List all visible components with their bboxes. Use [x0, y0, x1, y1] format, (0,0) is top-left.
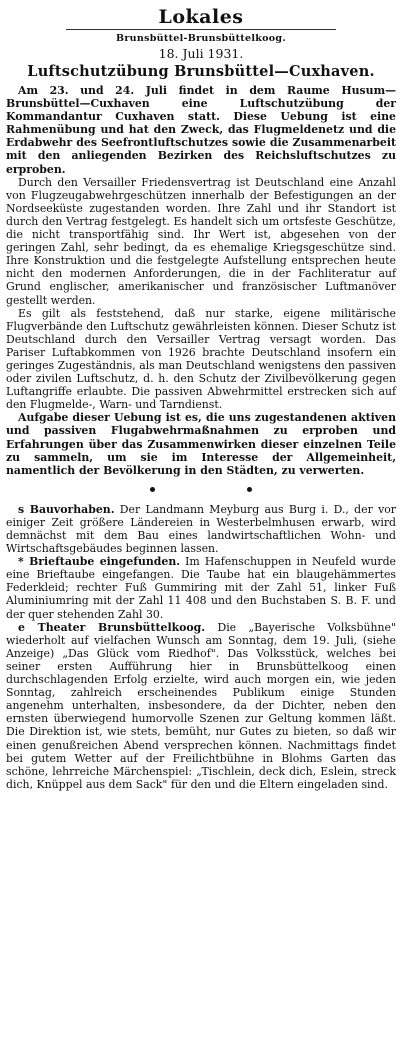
separator-dot	[247, 487, 252, 492]
article-paragraph: Aufgabe dieser Uebung ist es, die uns zugestandenen aktiven und passiven Flugabwehrmaßnahmen zu erproben und Erfahrungen über das Zusammenwirken dieser einzelnen Teile zu sammeln, um sie im Interesse der Allgemeinheit, namentlich der Bevölkerung in den Städten, zu verwerten.	[6, 411, 396, 477]
news-item-label: s Bauvorhaben.	[18, 502, 115, 516]
news-item-label: e Theater Brunsbüttelkoog.	[18, 620, 206, 634]
issue-date: 18. Juli 1931.	[158, 46, 244, 61]
title-rule	[66, 29, 336, 30]
section-separator	[6, 487, 396, 492]
news-item-text: Im Hafenschuppen in Neufeld wurde eine Brieftaube eingefangen. Die Taube hat ein blaugehämmertes Federkleid; rechter Fuß Gummiring mit der Zahl 51, linker Fuß Aluminiumring mit der Zahl 11 408 und den Buchstaben S. B. F. und der quer stehenden Zahl 30.	[6, 555, 396, 621]
news-item-text: Der Landmann Meyburg aus Burg i. D., der vor einiger Zeit größere Ländereien in Westerbelmhusen erwarb, wird demnächst mit dem Bau eines landwirtschaftlichen Wohn- und Wirtschaftsgebäudes beginnen lassen.	[6, 502, 396, 556]
article-paragraph: Durch den Versailler Friedensvertrag ist Deutschland eine Anzahl von Flugzeugabwehrgeschützen innerhalb der Befestigungen an der Nordseeküste zugestanden worden. Ihre Zahl und ihr Standort ist durch den Vertrag festgelegt. Es handelt sich um ortsfeste Geschütze, die nicht transportfähig sind. Ihr Wert ist, abgesehen von der geringen Zahl, sehr bedingt, da es ehemalige Kriegsgeschütze sind. Ihre Konstruktion und die festgelegte Aufstellung entsprechen heute nicht den modernen Anforderungen, die in der Fachliteratur auf Grund englischer, amerikanischer und französischer Luftmanöver gestellt werden.	[6, 175, 396, 307]
locality-subtitle: Brunsbüttel-Brunsbüttelkoog.	[116, 33, 286, 44]
section-title: Lokales	[158, 6, 244, 28]
article-paragraph: Es gilt als feststehend, daß nur starke, eigene militärische Flugverbände den Luftschutz gewährleisten können. Dieser Schutz ist Deutschland durch den Versailler Vertrag versagt worden. Das Pariser Luftabkommen von 1926 brachte Deutschland insofern ein geringes Zugeständnis, als man Deutschland wenigstens den passiven oder zivilen Luftschutz, d. h. den Schutz der Zivilbevölkerung gegen Luftangriffe erlaubte. Die passiven Abwehrmittel erstrecken sich auf den Flugmelde-, Warn- und Tarndienst.	[6, 306, 396, 412]
separator-dot	[150, 487, 155, 492]
local-news-items	[6, 503, 396, 791]
article-headline: Luftschutzübung Brunsbüttel—Cuxhaven.	[27, 63, 375, 80]
news-item-label: * Brieftaube eingefunden.	[18, 555, 181, 569]
news-item	[6, 621, 396, 791]
news-item	[6, 503, 396, 555]
masthead	[6, 6, 396, 81]
news-item-text: Die „Bayerische Volksbühne" wiederholt auf vielfachen Wunsch am Sonntag, dem 19. Juli, (siehe Anzeige) „Das Glück vom Riedhof". Das Volksstück, welches bei seiner ersten Aufführung hier in Brunsbüttelkoog einen durchschlagenden Erfolg erzielte, wird auch morgen ein, wie jeden Sonntag, zahlreich erscheinendes Publikum einige Stunden angenehm unterhalten, insbesondere, da der Dichter, neben den ernsten überwiegend humorvolle Szenen zur Geltung kommen läßt. Die Direktion ist, wie stets, bemüht, nur Gutes zu bieten, so daß wir einen genußreichen Abend versprechen können. Nachmittags findet bei gutem Wetter auf der Freilichtbühne in Blohms Garten das schöne, lehrreiche Märchenspiel: „Tischlein, deck dich, Eslein, streck dich, Knüppel aus dem Sack" für den und die Eltern eingeladen sind.	[6, 620, 396, 791]
article-paragraph: Am 23. und 24. Juli findet in dem Raume Husum—Brunsbüttel—Cuxhaven eine Luftschutzübung der Kommandantur Cuxhaven statt. Diese Uebung ist eine Rahmenübung und hat den Zweck, das Flugmeldenetz und die Erdabwehr des Seefrontluftschutzes sowie die Zusammenarbeit mit den anliegenden Bezirken des Reichsluftschutzes zu erproben.	[6, 84, 396, 176]
news-item	[6, 555, 396, 620]
article-body	[6, 84, 396, 477]
